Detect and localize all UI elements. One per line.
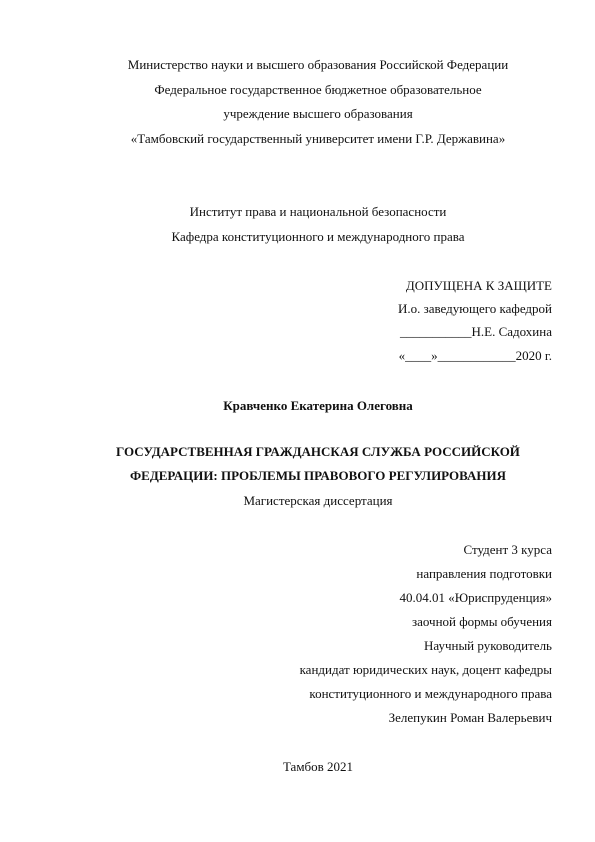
work-type: Магистерская диссертация [243, 493, 393, 508]
supervisor-label: Научный руководитель [423, 638, 552, 653]
supervisor-degree: кандидат юридических наук, доцент кафедры [299, 662, 552, 677]
student-study-form: заочной формы обучения [411, 614, 552, 629]
thesis-title-line-2: ФЕДЕРАЦИИ: ПРОБЛЕМЫ ПРАВОВОГО РЕГУЛИРОВАНИЯ [129, 468, 507, 483]
university-type-line-1: Федеральное государственное бюджетное образовательное [154, 82, 482, 97]
thesis-title-line-1: ГОСУДАРСТВЕННАЯ ГРАЖДАНСКАЯ СЛУЖБА РОССИЙСКОЙ [116, 444, 520, 459]
approval-position: И.о. заведующего кафедрой [397, 301, 552, 316]
supervisor-name: Зелепукин Роман Валерьевич [388, 710, 552, 725]
university-name: «Тамбовский государственный университет имени Г.Р. Державина» [130, 131, 506, 146]
student-course: Студент 3 курса [463, 542, 552, 557]
university-type-line-2: учреждение высшего образования [223, 106, 413, 121]
approval-date: «____»____________2020 г. [398, 348, 552, 363]
city-year: Тамбов 2021 [282, 759, 354, 774]
approval-heading: ДОПУЩЕНА К ЗАЩИТЕ [405, 278, 552, 293]
ministry-line: Министерство науки и высшего образования Российской Федерации [127, 57, 509, 72]
student-direction-code: 40.04.01 «Юриспруденция» [399, 590, 552, 605]
student-direction-label: направления подготовки [416, 566, 552, 581]
author-name: Кравченко Екатерина Олеговна [223, 398, 413, 413]
supervisor-chair: конституционного и международного права [309, 686, 552, 701]
institute-name: Институт права и национальной безопасности [189, 204, 447, 219]
approval-signature: ___________Н.Е. Садохина [400, 324, 552, 339]
chair-name: Кафедра конституционного и международного права [171, 229, 465, 244]
